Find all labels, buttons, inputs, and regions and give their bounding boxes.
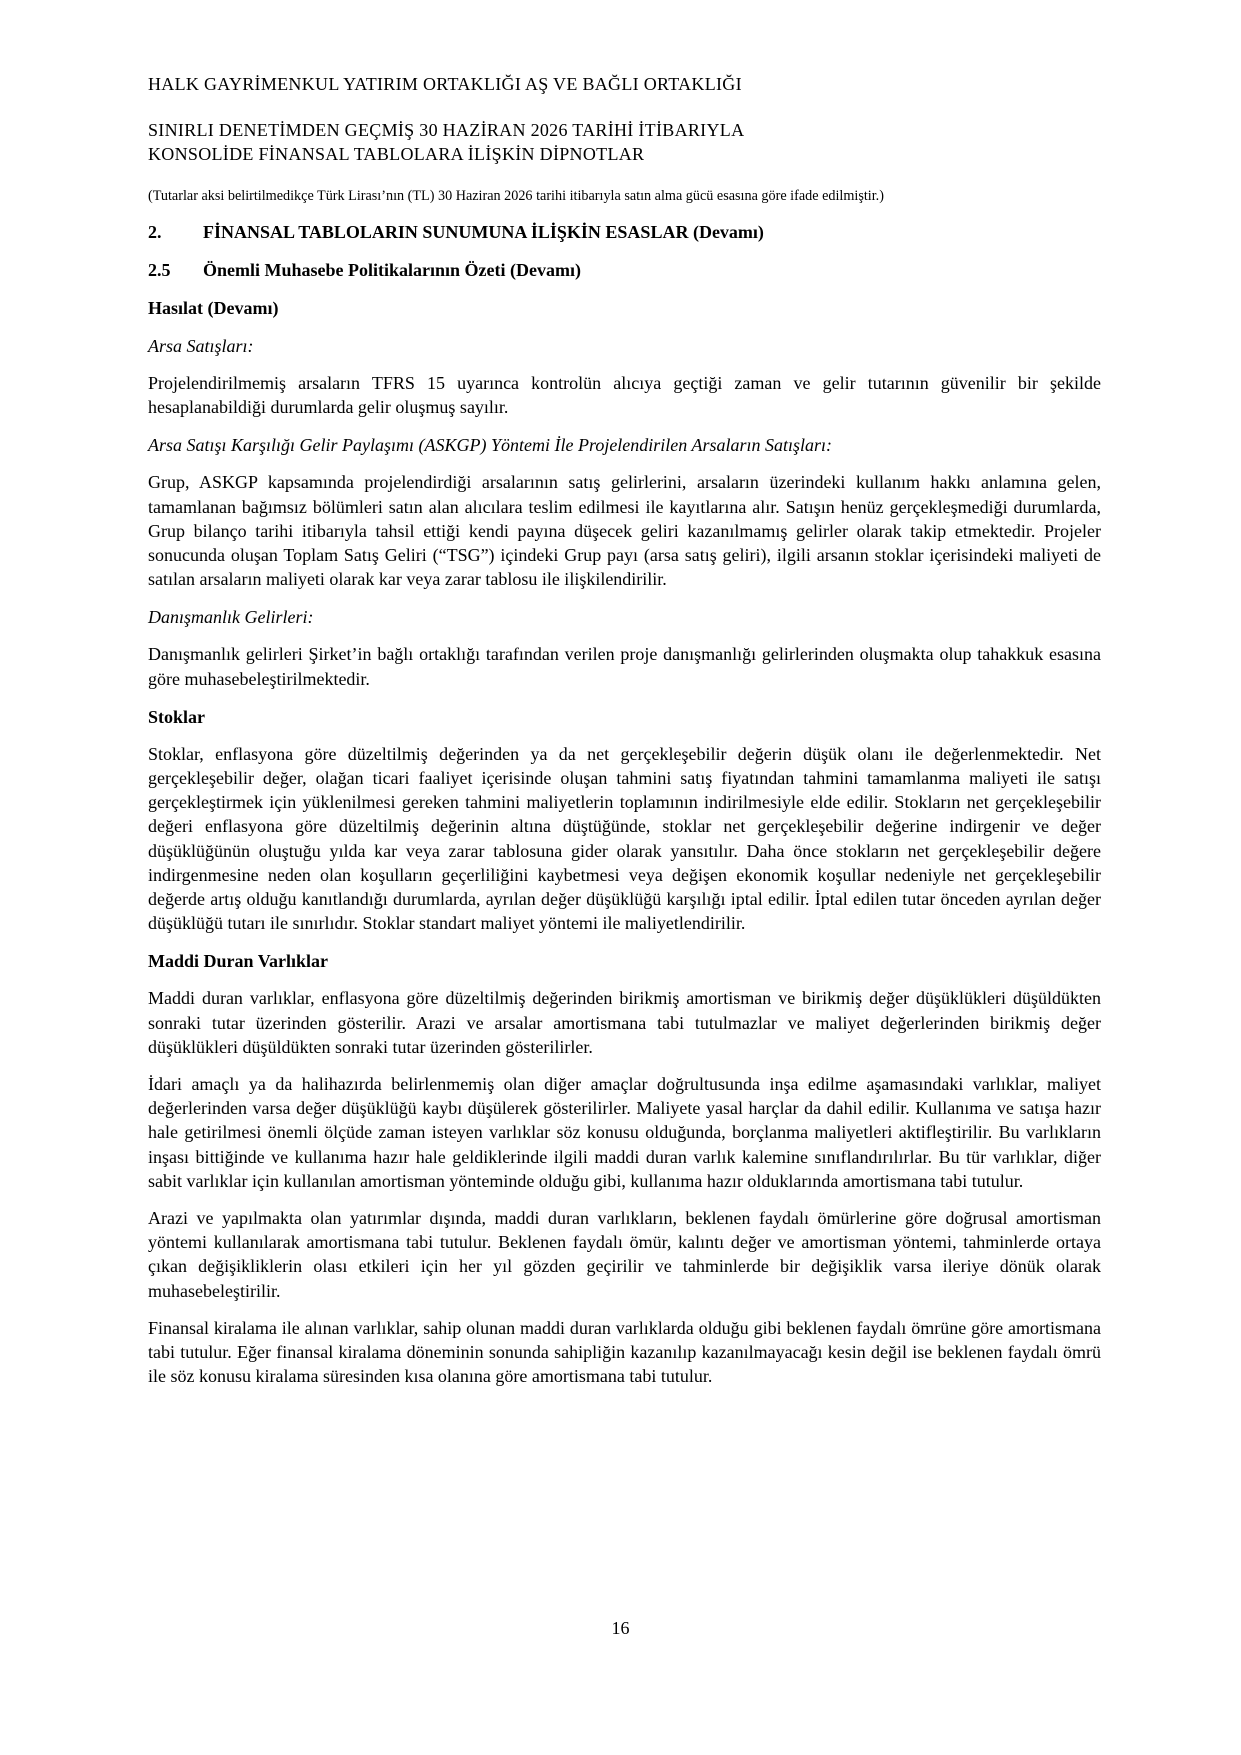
consulting-heading: Danışmanlık Gelirleri:: [148, 607, 314, 628]
section-heading: [148, 220, 1101, 244]
subsection-heading: [148, 258, 1101, 282]
currency-note: (Tutarlar aksi belirtilmedikçe Türk Lirası’nın (TL) 30 Haziran 2026 tarihi itibarıyla satın alma gücü esasına göre ifade edilmiştir.): [148, 188, 884, 204]
subsection-title: Önemli Muhasebe Politikalarının Özeti (Devamı): [203, 260, 581, 280]
ppe-heading: Maddi Duran Varlıklar: [148, 951, 329, 972]
askgp-paragraph: Grup, ASKGP kapsamında projelendirdiği arsalarının satış gelirlerini, arsaların üzerindeki kullanım hakkı anlamına gelen, tamamlanan bağımsız bölümleri satın alan alıcılara teslim edilmesi ile kayıtlarına alır. Satışın henüz gerçekleşmediği durumlarda, Grup bilanço tarihi itibarıyla tahsil ettiği kendi payına düşecek geliri kazanılmamış gelirler olarak takip etmektedir. Projeler sonucunda oluşan Toplam Satış Geliri (“TSG”) içindeki Grup payı (arsa satış geliri), ilgili arsanın stoklar içerisindeki maliyeti de satılan arsaların maliyeti olarak kar veya zarar tablosu ile ilişkilendirilir.: [148, 472, 1101, 590]
ppe-paragraph-2: İdari amaçlı ya da halihazırda belirlenmemiş olan diğer amaçlar doğrultusunda inşa edilme aşamasındaki varlıklar, maliyet değerlerinden varsa değer düşüklüğü kaybı düşülerek gösterilirler. Maliyete yasal harçlar da dahil edilir. Kullanıma ve satışa hazır hale getirilmesi önemli ölçüde zaman isteyen varlıklar söz konusu olduğunda, borçlanma maliyetleri aktifleştirilir. Bu varlıkların inşası bittiğinde ve kullanıma hazır hale geldiklerinde ilgili maddi duran varlık kalemine sınıflandırılırlar. Bu tür varlıklar, diğer sabit varlıklar için kullanılan amortisman yönteminde olduğu gibi, kullanıma hazır olduklarında amortismana tabi tutulur.: [148, 1074, 1101, 1191]
page-content: [148, 72, 1101, 1389]
section-title: FİNANSAL TABLOLARIN SUNUMUNA İLİŞKİN ESASLAR (Devamı): [203, 222, 764, 242]
inventory-paragraph: Stoklar, enflasyona göre düzeltilmiş değerinden ya da net gerçekleşebilir değerin düşük olanı ile değerlenmektedir. Net gerçekleşebilir değer, olağan ticari faaliyet içerisinde oluşan tahmini satış fiyatından tahmini tamamlanma maliyeti ile satışı gerçekleştirmek için yüklenilmesi gereken tahmini maliyetlerin toplamının indirilmesiyle elde edilir. Stokların net gerçekleşebilir değeri enflasyona göre düzeltilmiş değerinin altına düştüğünde, stoklar net gerçekleşebilir değerine indirgenir ve değer düşüklüğünün oluştuğu yılda kar veya zarar tablosuna gider olarak yansıtılır. Daha önce stokların net gerçekleşebilir değere indirgenmesine neden olan koşulların geçerliliğini kaybetmesi veya değişen ekonomik koşullar nedeniyle net gerçekleşebilir değerde artış olduğu kanıtlandığı durumlarda, ayrılan değer düşüklüğü karşılığı iptal edilir. İptal edilen tutar önceden ayrılan değer düşüklüğü tutarı ile sınırlıdır. Stoklar standart maliyet yöntemi ile maliyetlendirilir.: [148, 743, 1101, 934]
revenue-heading: Hasılat (Devamı): [148, 298, 279, 318]
ppe-paragraph-4: Finansal kiralama ile alınan varlıklar, sahip olunan maddi duran varlıklarda olduğu gibi beklenen faydalı ömrüne göre amortismana tabi tutulur. Eğer finansal kiralama döneminin sonunda sahipliğin kazanılıp kazanılmayacağı kesin değil ise beklenen faydalı ömrü ile söz konusu kiralama süresinden kısa olanına göre amortismana tabi tutulur.: [148, 1317, 1101, 1387]
land-sales-paragraph: Projelendirilmemiş arsaların TFRS 15 uyarınca kontrolün alıcıya geçtiği zaman ve gelir tutarının güvenilir bir şekilde hesaplanabildiği durumlarda gelir oluşmuş sayılır.: [148, 373, 1101, 418]
land-sales-heading: Arsa Satışları:: [148, 336, 254, 356]
ppe-paragraph-3: Arazi ve yapılmakta olan yatırımlar dışında, maddi duran varlıkların, beklenen faydalı ömürlerine göre doğrusal amortisman yöntemi kullanılarak amortismana tabi tutulur. Beklenen faydalı ömür, kalıntı değer ve amortisman yöntemi, tahminlerde ortaya çıkan değişikliklerin olası etkileri için her yıl gözden geçirilir ve tahminlerde bir değişiklik varsa ileriye dönük olarak muhasebeleştirilir.: [148, 1208, 1101, 1301]
page-number: 16: [611, 1618, 630, 1638]
company-name: HALK GAYRİMENKUL YATIRIM ORTAKLIĞI AŞ VE BAĞLI ORTAKLIĞI: [148, 74, 742, 94]
subsection-number: 2.5: [148, 260, 171, 280]
consulting-paragraph: Danışmanlık gelirleri Şirket’in bağlı ortaklığı tarafından verilen proje danışmanlığı gelirlerinden oluşmakta olup tahakkuk esasına göre muhasebeleştirilmektedir.: [148, 644, 1101, 689]
report-title-line-2: KONSOLİDE FİNANSAL TABLOLARA İLİŞKİN DİPNOTLAR: [148, 144, 645, 164]
ppe-paragraph-1: Maddi duran varlıklar, enflasyona göre düzeltilmiş değerinden birikmiş amortisman ve birikmiş değer düşüklükleri düşüldükten sonraki tutar üzerinden gösterilir. Arazi ve arsalar amortismana tabi tutulmazlar ve maliyet değerlerinden birikmiş değer düşüklükleri düşüldükten sonraki tutar üzerinden gösterilirler.: [148, 988, 1101, 1057]
section-number: 2.: [148, 222, 162, 242]
askgp-heading: Arsa Satışı Karşılığı Gelir Paylaşımı (ASKGP) Yöntemi İle Projelendirilen Arsaların Satışları:: [148, 435, 832, 456]
inventory-heading: Stoklar: [148, 706, 206, 727]
report-title-line-1: SINIRLI DENETİMDEN GEÇMİŞ 30 HAZİRAN 2026 TARİHİ İTİBARIYLA: [148, 120, 745, 140]
document-header: [148, 72, 1101, 206]
